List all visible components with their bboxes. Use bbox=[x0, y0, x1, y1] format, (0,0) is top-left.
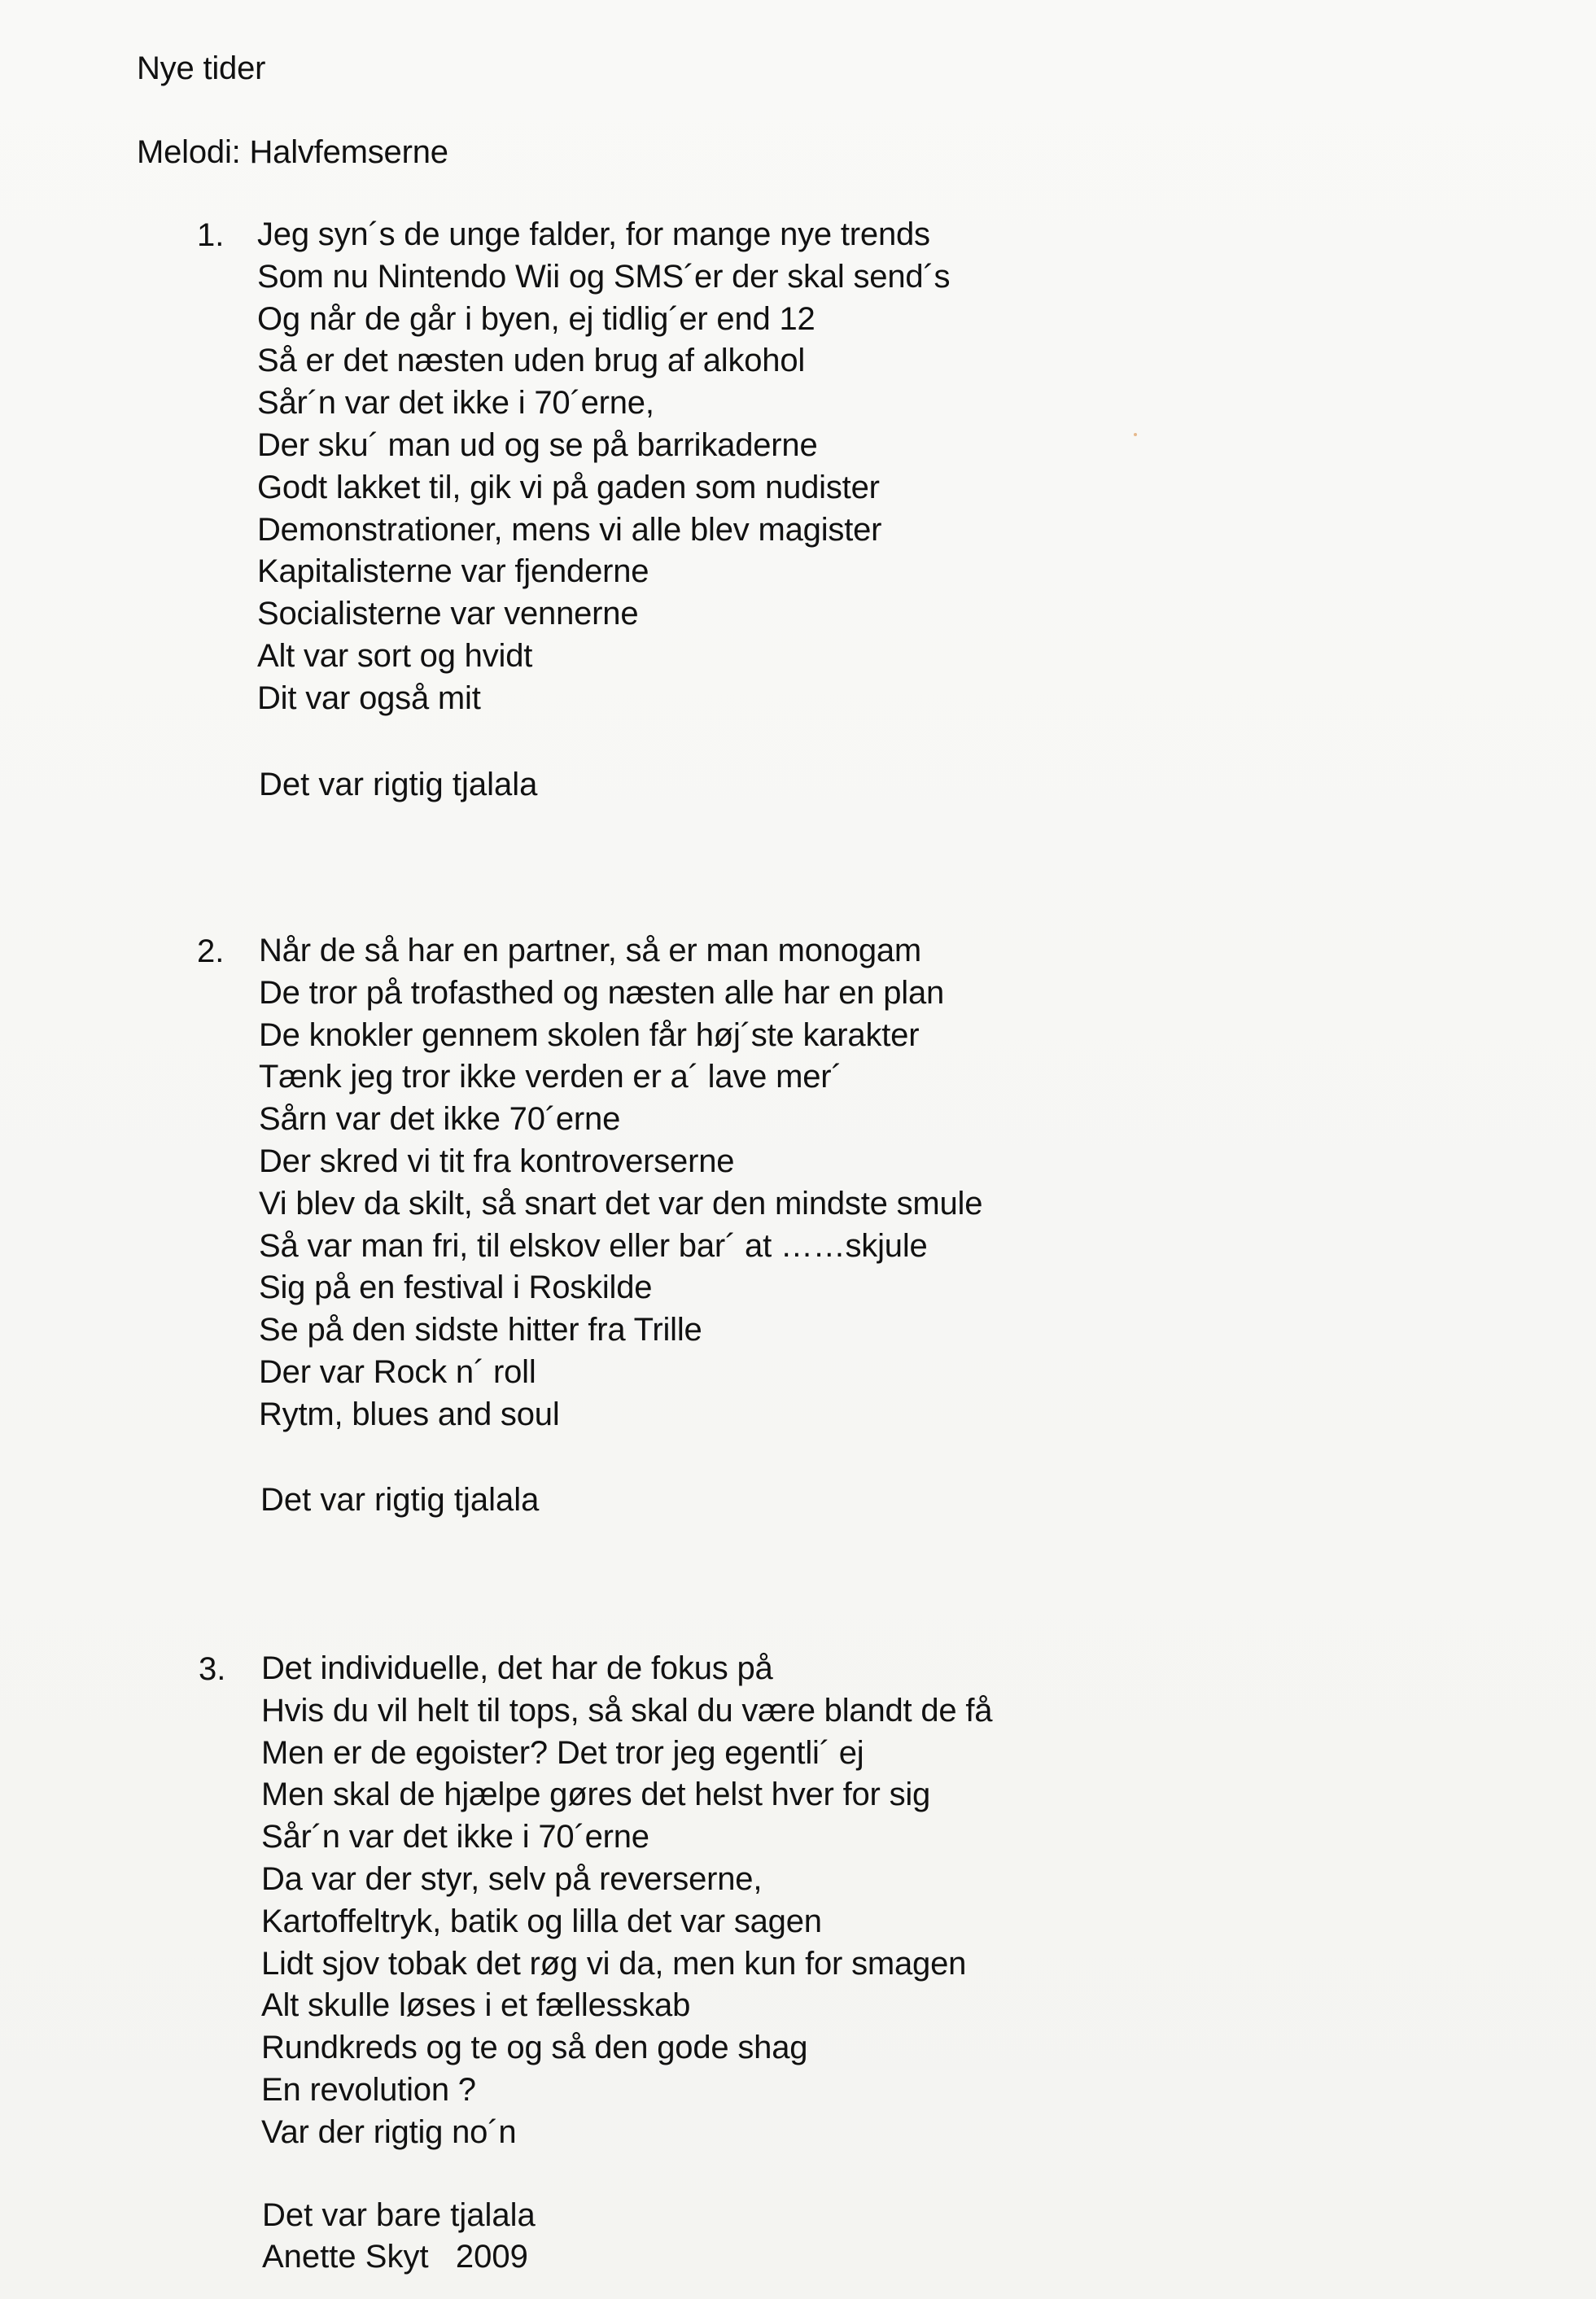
paper-speck bbox=[1134, 433, 1137, 436]
verse-line: De tror på trofasthed og næsten alle har en plan bbox=[259, 974, 945, 1011]
verse-2 bbox=[259, 930, 982, 1436]
verse-line: Sårn var det ikke 70´erne bbox=[259, 1101, 621, 1138]
verse-line: Hvis du vil helt til tops, så skal du være blandt de få bbox=[261, 1692, 993, 1729]
verse-line: Kapitalisterne var fjenderne bbox=[257, 553, 649, 590]
verse-line: Vi blev da skilt, så snart det var den mindste smule bbox=[259, 1185, 983, 1222]
verse-3 bbox=[261, 1648, 992, 2154]
verse-line: Men er de egoister? Det tror jeg egentli´ ej bbox=[261, 1734, 864, 1771]
verse-line: Lidt sjov tobak det røg vi da, men kun for smagen bbox=[261, 1945, 967, 1982]
verse-line: Sig på en festival i Roskilde bbox=[259, 1270, 653, 1306]
verse-number-2: 2. bbox=[197, 933, 225, 969]
verse-line: Kartoffeltryk, batik og lilla det var sagen bbox=[261, 1903, 822, 1939]
verse-line: Jeg syn´s de unge falder, for mange nye trends bbox=[257, 216, 930, 252]
verse-line: Sår´n var det ikke i 70´erne, bbox=[257, 385, 654, 422]
verse-line: Som nu Nintendo Wii og SMS´er der skal send´s bbox=[257, 258, 951, 295]
verse-line: Alt var sort og hvidt bbox=[257, 637, 533, 674]
melody-line: Melodi: Halvfemserne bbox=[137, 134, 448, 170]
verse-line: Se på den sidste hitter fra Trille bbox=[259, 1312, 702, 1348]
verse-line: Rundkreds og te og så den gode shag bbox=[261, 2030, 808, 2066]
verse-line: Dit var også mit bbox=[257, 680, 481, 716]
author-signature: Anette Skyt 2009 bbox=[262, 2239, 528, 2275]
verse-line: Der skred vi tit fra kontroverserne bbox=[259, 1143, 735, 1179]
refrain-2: Det var rigtig tjalala bbox=[260, 1482, 540, 1518]
verse-line: Det individuelle, det har de fokus på bbox=[261, 1650, 773, 1686]
verse-number-3: 3. bbox=[199, 1651, 226, 1687]
verse-line: Så er det næsten uden brug af alkohol bbox=[257, 343, 806, 379]
document-title: Nye tider bbox=[137, 50, 266, 86]
verse-line: Der sku´ man ud og se på barrikaderne bbox=[257, 426, 818, 463]
verse-line: Tænk jeg tror ikke verden er a´ lave mer´ bbox=[259, 1059, 842, 1095]
verse-line: Der var Rock n´ roll bbox=[259, 1353, 536, 1390]
verse-line: Var der rigtig no´n bbox=[261, 2113, 517, 2150]
verse-line: De knokler gennem skolen får høj´ste karakter bbox=[259, 1016, 920, 1053]
refrain-3: Det var bare tjalala bbox=[262, 2197, 536, 2233]
verse-line: Så var man fri, til elskov eller bar´ at ……skjule bbox=[259, 1227, 928, 1264]
verse-line: Og når de går i byen, ej tidlig´er end 12 bbox=[257, 300, 815, 337]
verse-line: Alt skulle løses i et fællesskab bbox=[261, 1987, 691, 2024]
verse-line: Demonstrationer, mens vi alle blev magister bbox=[257, 511, 882, 548]
verse-line: En revolution ? bbox=[261, 2071, 476, 2108]
verse-line: Når de så har en partner, så er man monogam bbox=[259, 933, 922, 968]
verse-line: Men skal de hjælpe gøres det helst hver for sig bbox=[261, 1777, 931, 1813]
verse-line: Socialisterne var vennerne bbox=[257, 596, 639, 632]
verse-line: Godt lakket til, gik vi på gaden som nudister bbox=[257, 469, 880, 505]
verse-line: Rytm, blues and soul bbox=[259, 1396, 560, 1432]
verse-line: Da var der styr, selv på reverserne, bbox=[261, 1860, 763, 1897]
verse-1 bbox=[257, 214, 950, 720]
verse-line: Sår´n var det ikke i 70´erne bbox=[261, 1819, 649, 1855]
refrain-1: Det var rigtig tjalala bbox=[259, 767, 538, 802]
verse-number-1: 1. bbox=[197, 217, 225, 253]
